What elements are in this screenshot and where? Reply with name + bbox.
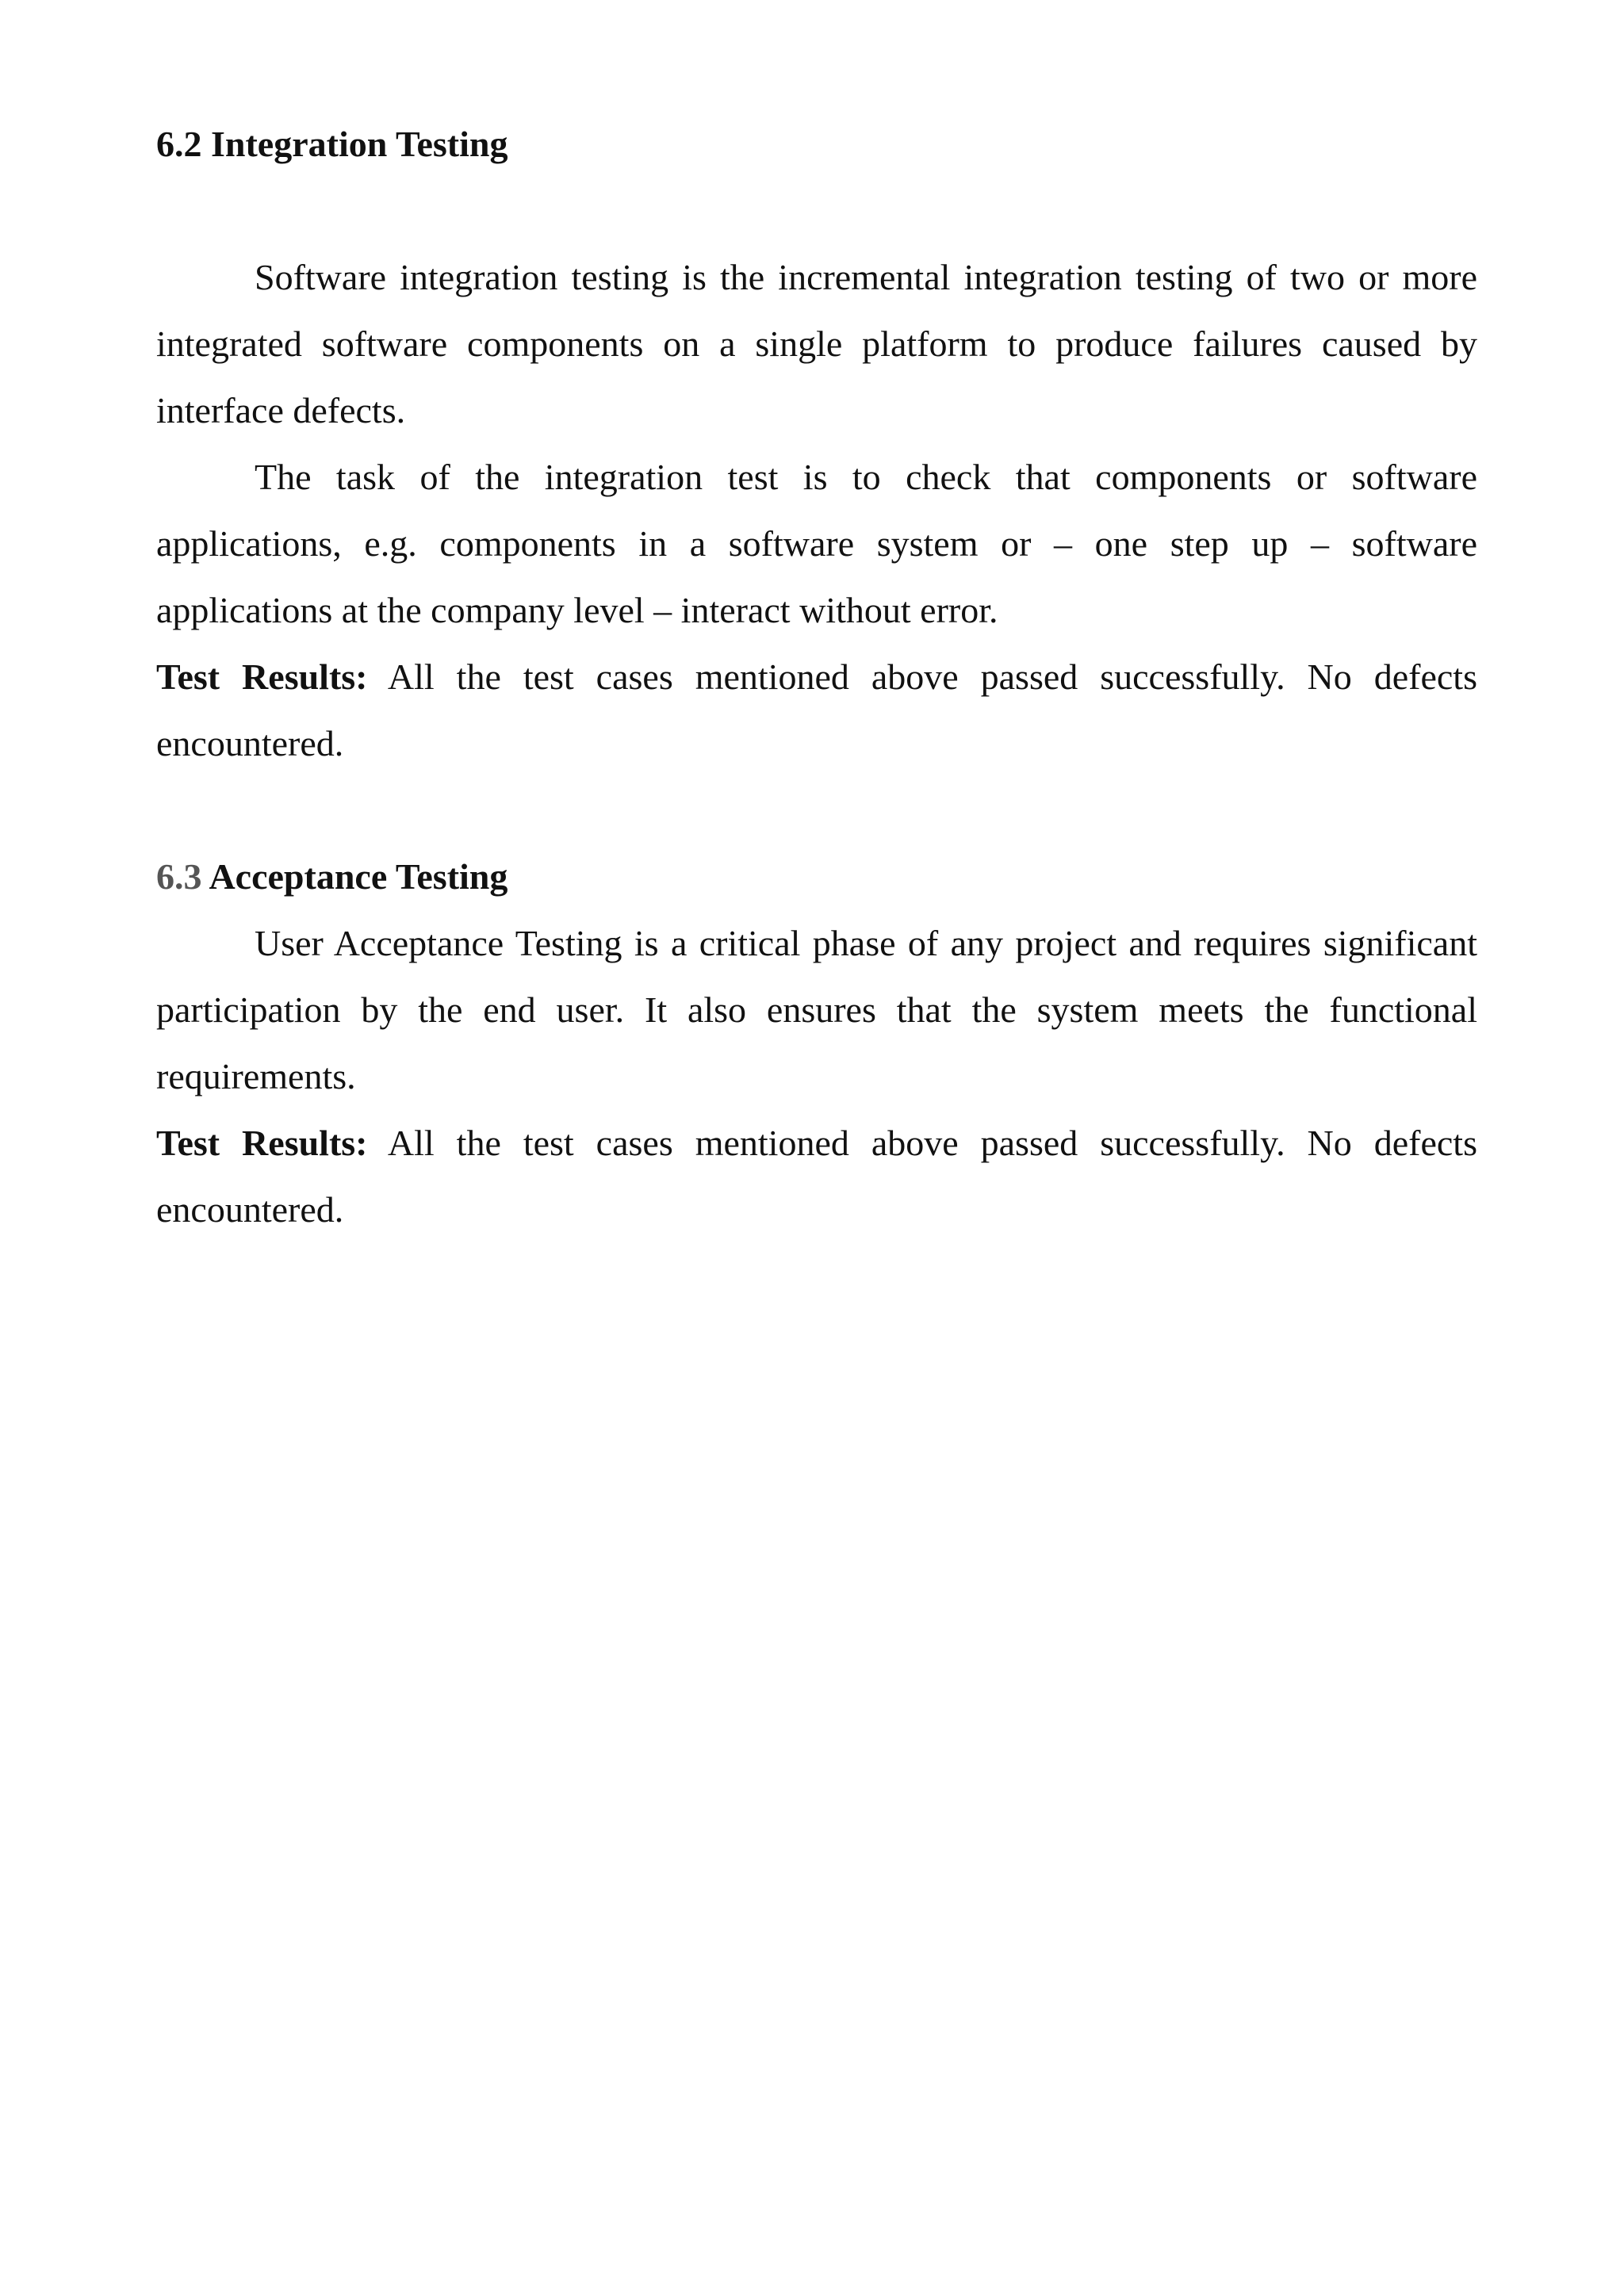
integration-paragraph-2: The task of the integration test is to check that components or software applications, e.g. components in a software system or – one step up – software applications at the company level – interact without error. xyxy=(156,457,1477,630)
section-heading-acceptance-testing xyxy=(156,844,1477,910)
acceptance-test-results xyxy=(156,1110,1477,1243)
test-results-label: Test Results: xyxy=(156,656,368,697)
test-results-label: Test Results: xyxy=(156,1123,368,1163)
section-title: Acceptance Testing xyxy=(201,856,508,897)
page-content xyxy=(156,111,1477,1243)
acceptance-paragraph-1: User Acceptance Testing is a critical phase of any project and requires significant participation by the end user. It also ensures that the system meets the functional requirements. xyxy=(156,923,1477,1096)
integration-paragraph-1: Software integration testing is the incremental integration testing of two or more integrated software components on a single platform to produce failures caused by interface defects. xyxy=(156,257,1477,430)
section-heading-integration-testing: 6.2 Integration Testing xyxy=(156,124,508,164)
section-number: 6.3 xyxy=(156,856,202,897)
test-results-text: All the test cases mentioned above passed successfully. No defects encountered. xyxy=(156,1123,1477,1230)
test-results-text: All the test cases mentioned above passed successfully. No defects encountered. xyxy=(156,656,1477,763)
integration-test-results xyxy=(156,644,1477,777)
